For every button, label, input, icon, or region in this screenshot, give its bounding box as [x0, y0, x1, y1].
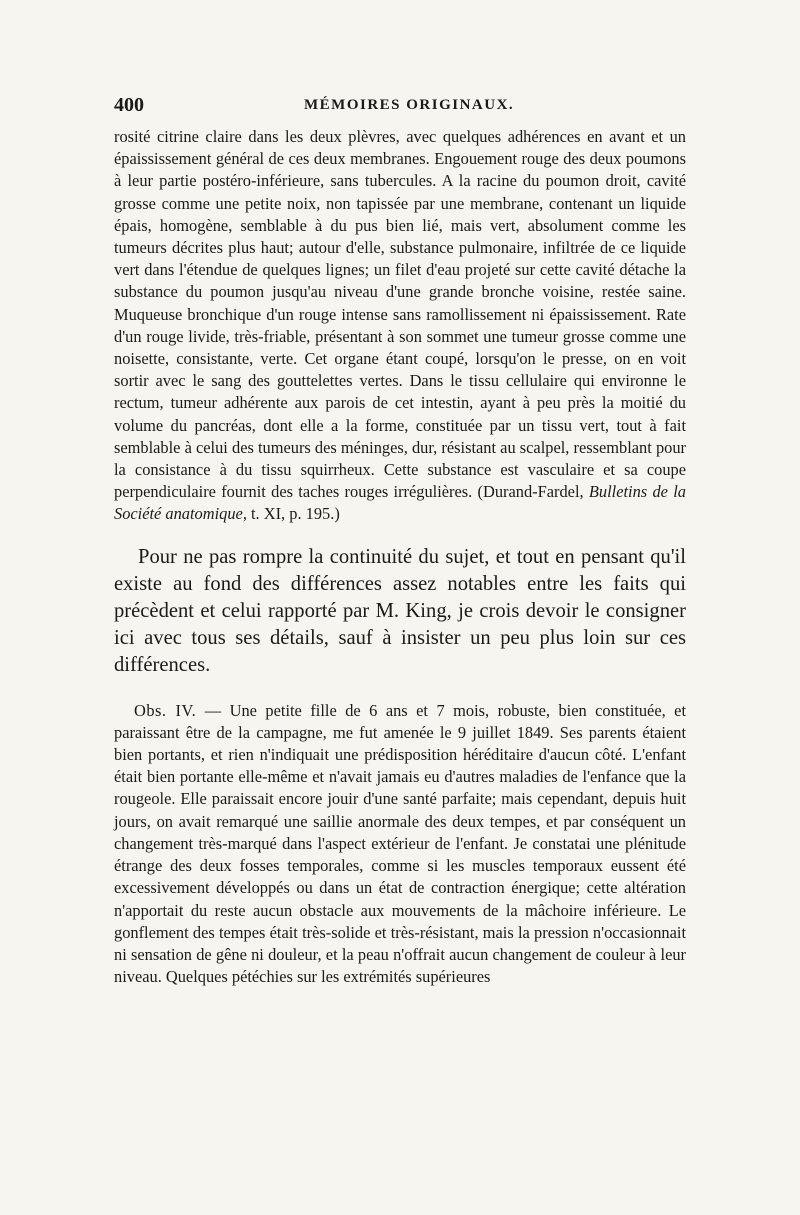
observation-text: — Une petite fille de 6 ans et 7 mois, robuste, bien constituée, et paraissant être de la campagne, me fut amenée le 9 juillet 1849. Ses parents étaient bien portants, et rien n'indiquait une prédisposition héréditaire d'aucun côté. L'enfant était bien portante elle-même et n'avait jamais eu d'autres maladies de l'enfance que la rougeole. Elle paraissait encore jouir d'une santé parfaite; mais cependant, depuis huit jours, on avait remarqué une saillie anormale des deux tempes, et par conséquent un changement très-marqué dans l'aspect extérieur de l'enfant. Je constatai une plénitude étrange des deux fosses temporales, comme si les muscles temporaux eussent été excessivement développés ou dans un état de contraction énergique; cette altération n'apportait du reste aucun obstacle aux mouvements de la mâchoire inférieure. Le gonflement des tempes était très-solide et très-résistant, mais la pression n'occasionnait ni sensation de gêne ni douleur, et la peau n'offrait aucun changement de couleur à leur niveau. Quelques pétéchies sur les extrémités supérieures	[114, 700, 687, 987]
page-header	[114, 94, 686, 124]
paragraph-text: rosité citrine claire dans les deux plèvres, avec quelques adhérences en avant et un épaississement général de ces deux membranes. Engouement rouge des deux poumons à leur partie postéro-inférieure, sans tubercules. A la racine du poumon droit, cavité grosse comme une petite noix, non tapissée par une membrane, contenant un liquide épais, homogène, semblable à du pus bien lié, mais vert, absolument comme les tumeurs décrites plus haut; autour d'elle, substance pulmonaire, infiltrée de ce liquide vert dans l'étendue de quelques lignes; un filet d'eau projeté sur cette cavité détache la substance du poumon jusqu'au niveau d'une grande bronche voisine, restée saine. Muqueuse bronchique d'un rouge intense sans ramollissement ni épaississement. Rate d'un rouge livide, très-friable, présentant à son sommet une tumeur grosse comme une noisette, consistante, verte. Cet organe étant coupé, lorsqu'on le presse, on en voit sortir avec le sang des gouttelettes vertes. Dans le tissu cellulaire qui environne le rectum, tumeur adhérente aux parois de cet intestin, ayant à peu près la moitié du volume du pancréas, dont elle a la forme, constituée par un tissu vert, tout à fait semblable à celui des tumeurs des méninges, dur, résistant au scalpel, ressemblant pour la consistance à du tissu squirrheux. Cette substance est vasculaire et sa coupe perpendiculaire fournit des taches rouges irrégulières. (Durand-Fardel,	[114, 127, 686, 502]
citation-journal-title: Bulletins de la Société anatomique	[114, 482, 686, 524]
observation-label: Obs. IV.	[134, 700, 197, 720]
citation-volume: , t. XI, p. 195.)	[242, 504, 340, 524]
book-page	[114, 94, 686, 988]
page-number: 400	[114, 94, 144, 116]
running-title: MÉMOIRES ORIGINAUX.	[304, 97, 515, 113]
paragraph-autopsy-findings	[114, 126, 686, 526]
paragraph-observation-iv	[114, 700, 686, 989]
paragraph-transition: Pour ne pas rompre la continuité du sujet, et tout en pensant qu'il existe au fond des différences assez notables entre les faits qui précèdent et celui rapporté par M. King, je crois devoir le consigner ici avec tous ses détails, sauf à insister un peu plus loin sur ces différences.	[114, 545, 686, 677]
